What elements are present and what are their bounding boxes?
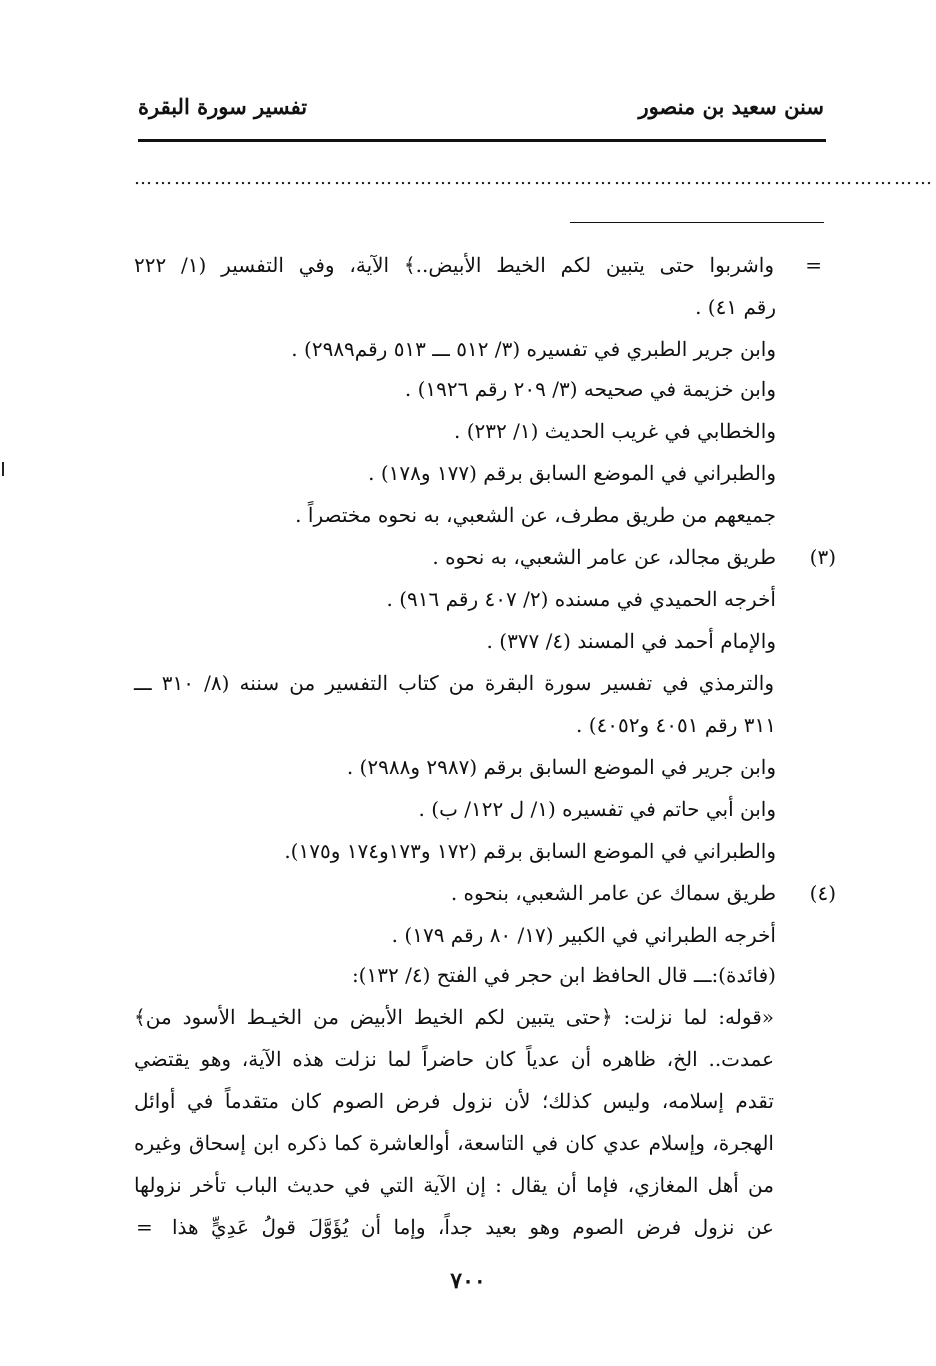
text-line: «قوله: لما نزلت: ﴿حتى يتبين لكم الخيط الأبيض من الخيـط الأسود من﴾ — [134, 1005, 774, 1029]
text-line: من أهل المغازي، فإما أن يقال : إن الآية التي في حديث الباب تأخر نزولها — [134, 1173, 774, 1197]
running-header — [138, 86, 824, 126]
text-line: والإمام أحمد في المسند (٤/ ٣٧٧) . — [486, 629, 776, 653]
text-line: وابن جرير الطبري في تفسيره (٣/ ٥١٢ ـــ ٥١٣ رقم٢٩٨٩) . — [291, 337, 776, 361]
text-line: رقم ٤١) . — [695, 295, 776, 319]
text-line: تقدم إسلامه، وليس كذلك؛ لأن نزول فرض الصوم كان متقدماً في أوائل — [134, 1089, 774, 1113]
text-line: طريق مجالد، عن عامر الشعبي، به نحوه . — [432, 545, 776, 569]
text-line: أخرجه الحميدي في مسنده (٢/ ٤٠٧ رقم ٩١٦) . — [386, 587, 776, 611]
text-line: أخرجه الطبراني في الكبير (١٧/ ٨٠ رقم ١٧٩) . — [391, 923, 776, 947]
text-line: والطبراني في الموضع السابق برقم (١٧٢ و١٧٣و١٧٤ و١٧٥). — [284, 839, 776, 863]
note-marker-4: (٤) — [809, 881, 836, 905]
book-title: سنن سعيد بن منصور — [638, 93, 824, 119]
note-marker-3: (٣) — [809, 545, 836, 569]
text-line: وابن جرير في الموضع السابق برقم (٢٩٨٧ و٢٩٨٨) . — [346, 755, 776, 779]
text-line: الهجرة، وإسلام عدي كان في التاسعة، أوالعاشرة كما ذكره ابن إسحاق وغيره — [134, 1131, 774, 1155]
continuation-marker-end: = — [136, 1215, 153, 1239]
chapter-title: تفسير سورة البقرة — [138, 93, 308, 119]
text-line: والترمذي في تفسير سورة البقرة من كتاب التفسير من سننه (٨/ ٣١٠ ـــ — [134, 671, 775, 695]
text-line: طريق سماك عن عامر الشعبي، بنحوه . — [450, 881, 776, 905]
text-line: (فائدة):ـــ قال الحافظ ابن حجر في الفتح (٤/ ١٣٢): — [351, 963, 776, 987]
text-line: وابن خزيمة في صحيحه (٣/ ٢٠٩ رقم ١٩٢٦) . — [404, 377, 776, 401]
footnote-rule — [570, 222, 824, 223]
text-line: والخطابي في غريب الحديث (١/ ٢٣٢) . — [453, 419, 776, 443]
continuation-marker-start: = — [805, 253, 822, 277]
text-line: عمدت.. الخ، ظاهره أن عدياً كان حاضراً لما نزلت هذه الآية، وهو يقتضي — [134, 1047, 774, 1071]
header-rule — [138, 139, 826, 142]
text-line: ٣١١ رقم ٤٠٥١ و٤٠٥٢) . — [576, 713, 776, 737]
text-line: عن نزول فرض الصوم وهو بعيد جداً، وإما أن يُؤَوَّلَ قولُ عَدِيٍّ هذا — [172, 1215, 774, 1239]
page-number: ٧٠٠ — [450, 1268, 486, 1294]
text-line: وابن أبي حاتم في تفسيره (١/ ل ١٢٢/ ب) . — [418, 797, 776, 821]
margin-mark — [2, 462, 7, 476]
separator-dots: ………………………………………………………………………………………………………… — [134, 168, 934, 189]
text-line: والطبراني في الموضع السابق برقم (١٧٧ و١٧٨) . — [368, 461, 776, 485]
text-line: واشربوا حتى يتبين لكم الخيط الأبيض..﴾ الآية، وفي التفسير (١/ ٢٢٢ — [134, 253, 774, 277]
text-line: جميعهم من طريق مطرف، عن الشعبي، به نحوه مختصراً . — [295, 503, 776, 527]
